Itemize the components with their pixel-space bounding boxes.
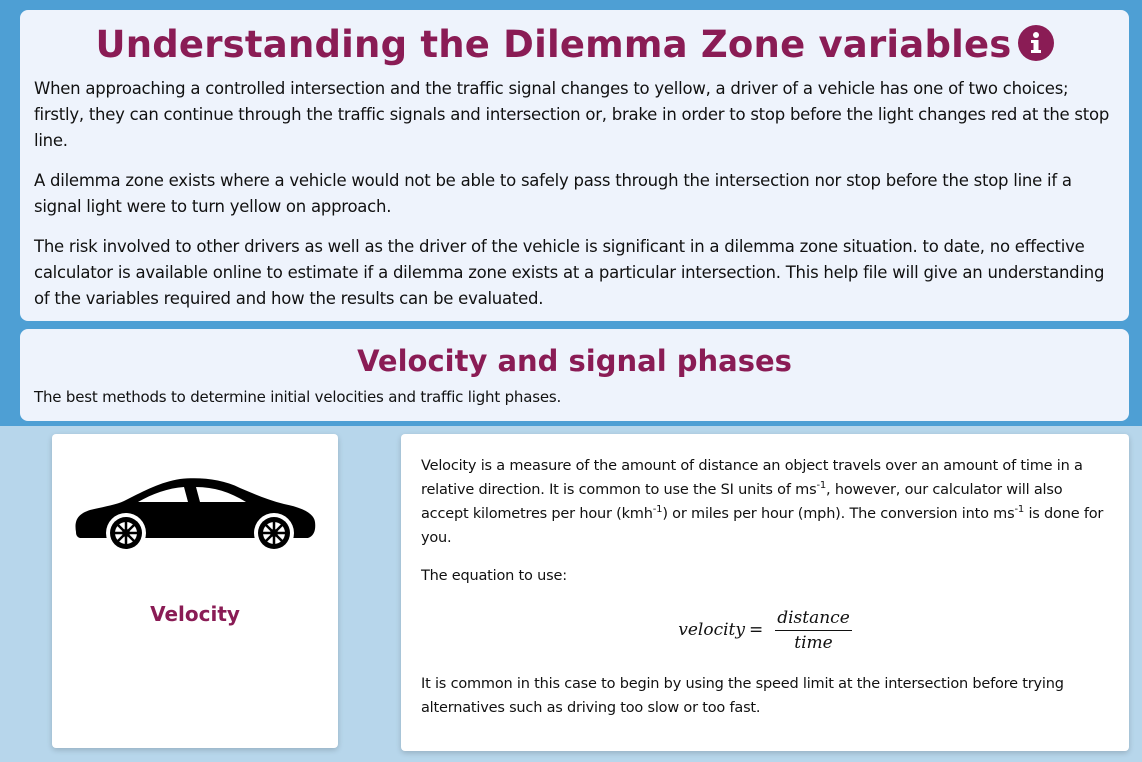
equation-lhs: velocity [678,620,745,640]
velocity-card-title: Velocity [150,602,240,626]
section-description: The best methods to determine initial velocities and traffic light phases. [34,388,562,406]
velocity-definition-text-4: is done for you. [421,506,1104,546]
velocity-text-card [401,434,1129,751]
equation-equals: = [748,620,764,640]
intro-paragraph-1: When approaching a controlled intersection and the traffic signal changes to yellow, a driver of a vehicle has one of two choices; firstly, they can continue through the traffic signals and intersection or, brake in order to stop before the light changes red at the stop line. [34,79,1110,150]
velocity-definition [421,454,1109,550]
page-title [34,20,1115,70]
section-title: Velocity and signal phases [357,344,792,378]
velocity-card[interactable] [52,434,338,748]
car-icon [72,474,318,554]
intro-panel [20,10,1129,321]
unit-exponent: -1 [1014,504,1025,516]
velocity-definition-text-2: , however, our calculator will also accept kilometres per hour (kmh [421,482,1063,522]
intro-paragraph-2: A dilemma zone exists where a vehicle would not be able to safely pass through the intersection nor stop before the stop line if a signal light were to turn yellow on approach. [34,171,1072,216]
velocity-advice: It is common in this case to begin by using the speed limit at the intersection before trying alternatives such as driving too slow or too fast. [421,676,1064,716]
info-icon[interactable] [1018,25,1054,61]
intro-paragraph-3: The risk involved to other drivers as well as the driver of the vehicle is significant in a dilemma zone situation. to date, no effective calculator is available online to estimate if a dilemma zone exists at a particular intersection. This help file will give an understanding of the variables required and how the results can be evaluated. [34,237,1105,308]
unit-exponent: -1 [652,504,663,516]
unit-exponent: -1 [816,480,827,492]
equation-numerator: distance [775,608,852,631]
velocity-definition-text-3: ) or miles per hour (mph). The conversion into ms [662,506,1015,522]
phases-panel [20,329,1129,421]
equation-intro: The equation to use: [421,568,567,584]
velocity-definition-text-1: Velocity is a measure of the amount of distance an object travels over an amount of time in a relative direction. It is common to use the SI units of ms [421,458,1083,498]
equation-denominator: time [794,632,833,653]
page-title-text: Understanding the Dilemma Zone variables [95,23,1012,66]
equation-fraction [775,608,852,653]
velocity-equation [421,602,1109,658]
